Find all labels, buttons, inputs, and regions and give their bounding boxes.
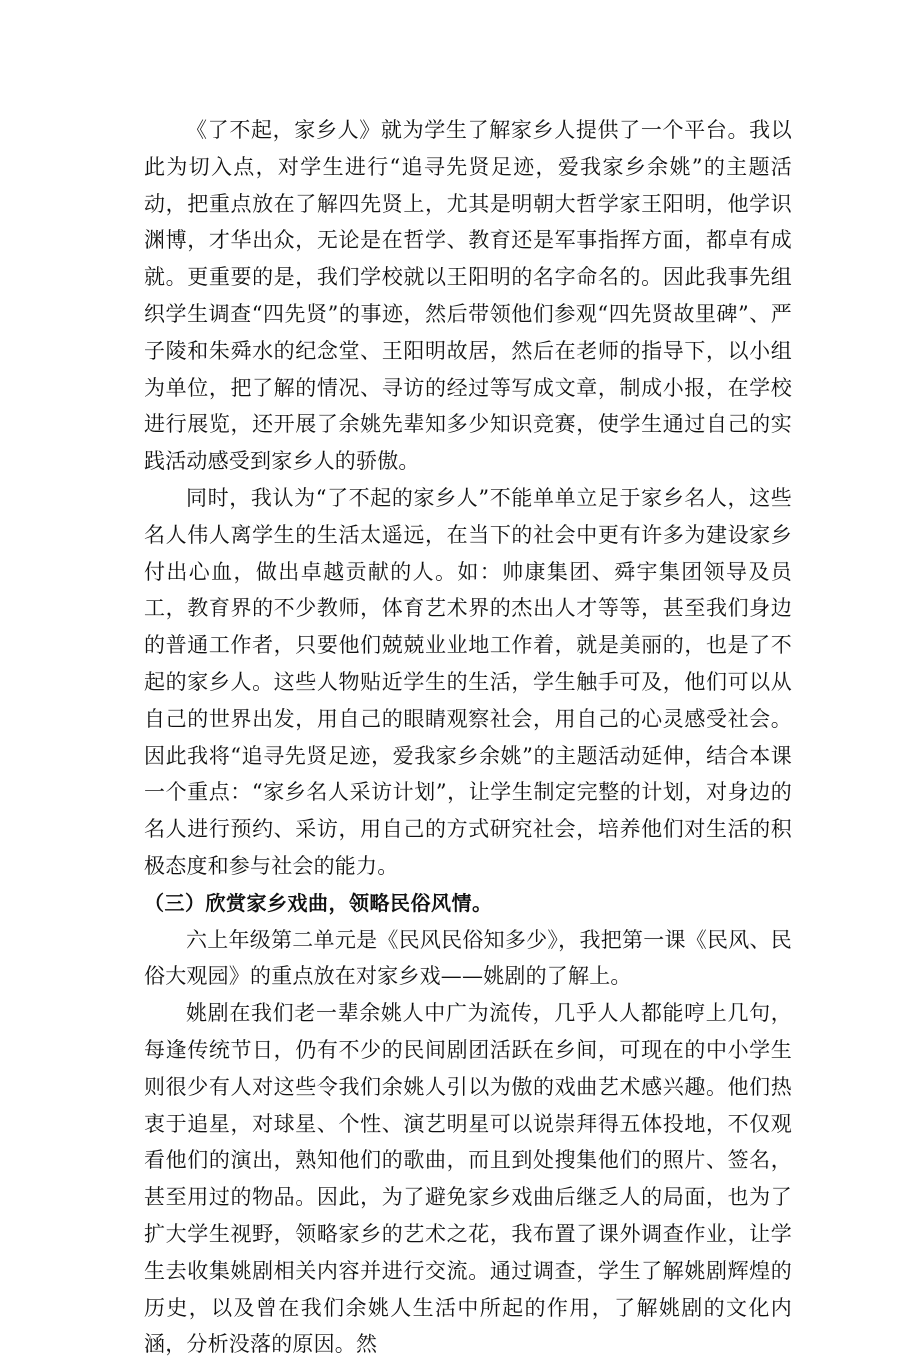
paragraph-4: 姚剧在我们老一辈余姚人中广为流传，几乎人人都能哼上几句，每逢传统节日，仍有不少的民间剧团活跃在乡间，可现在的中小学生则很少有人对这些令我们余姚人引以为傲的戏曲艺术感兴趣。他们热衷于追星，对球星、个性、演艺明星可以说崇拜得五体投地，不仅观看他们的演出，熟知他们的歌曲，而且到处搜集他们的照片、签名，甚至用过的物品。因此，为了避免家乡戏曲后继乏人的局面，也为了扩大学生视野，领略家乡的艺术之花，我布置了课外调查作业，让学生去收集姚剧相关内容并进行交流。通过调查，学生了解姚剧辉煌的历史，以及曾在我们余姚人生活中所起的作用，了解姚剧的文化内涵，分析没落的原因。然: [144, 1001, 792, 1357]
paragraph-3: 六上年级第二单元是《民风民俗知多少》，我把第一课《民风、民俗大观园》的重点放在对家乡戏——姚剧的了解上。: [144, 927, 792, 989]
paragraph-2: 同时，我认为“了不起的家乡人”不能单单立足于家乡名人，这些名人伟人离学生的生活太遥远，在当下的社会中更有许多为建设家乡付出心血，做出卓越贡献的人。如：帅康集团、舜宇集团领导及员工，教育界的不少教师，体育艺术界的杰出人才等等，甚至我们身边的普通工作者，只要他们兢兢业业地工作着，就是美丽的，也是了不起的家乡人。这些人物贴近学生的生活，学生触手可及，他们可以从自己的世界出发，用自己的眼睛观察社会，用自己的心灵感受社会。因此我将“追寻先贤足迹，爱我家乡余姚”的主题活动延伸，结合本课一个重点：“家乡名人采访计划”，让学生制定完整的计划，对身边的名人进行预约、采访，用自己的方式研究社会，培养他们对生活的积极态度和参与社会的能力。: [144, 485, 792, 878]
section-heading: （三）欣赏家乡戏曲，领略民俗风情。: [144, 890, 493, 915]
paragraph-1: 《了不起，家乡人》就为学生了解家乡人提供了一个平台。我以此为切入点，对学生进行“追寻先贤足迹，爱我家乡余姚”的主题活动，把重点放在了解四先贤上，尤其是明朝大哲学家王阳明，他学识渊博，才华出众，无论是在哲学、教育还是军事指挥方面，都卓有成就。更重要的是，我们学校就以王阳明的名字命名的。因此我事先组织学生调查“四先贤”的事迹，然后带领他们参观“四先贤故里碑”、严子陵和朱舜水的纪念堂、王阳明故居，然后在老师的指导下，以小组为单位，把了解的情况、寻访的经过等写成文章，制成小报，在学校进行展览，还开展了余姚先辈知多少知识竞赛，使学生通过自己的实践活动感受到家乡人的骄傲。: [144, 118, 792, 474]
